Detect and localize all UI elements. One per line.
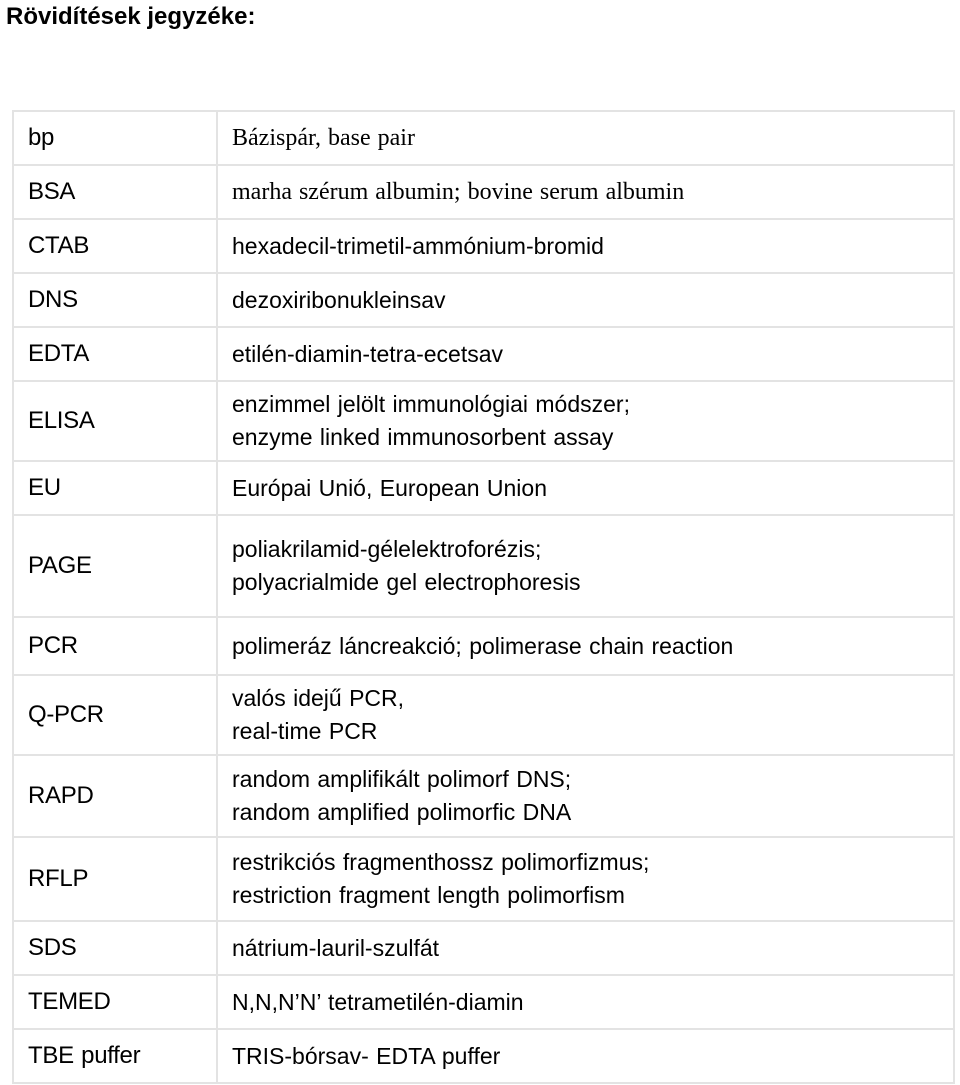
abbreviation: PAGE — [28, 552, 92, 579]
abbreviation: ELISA — [28, 407, 95, 434]
definition-line: valós idejű PCR, — [232, 685, 405, 711]
abbreviation: RFLP — [28, 865, 89, 892]
definition-cell — [217, 219, 954, 273]
definition-cell — [217, 1029, 954, 1083]
definition-cell — [217, 921, 954, 975]
abbreviation: PCR — [28, 632, 78, 659]
abbreviation-cell — [13, 921, 217, 975]
abbreviation: BSA — [28, 178, 76, 205]
table-row — [13, 381, 954, 461]
definition-cell — [217, 515, 954, 617]
abbreviation-cell — [13, 617, 217, 675]
definition-line: polimeráz láncreakció; polimerase chain reaction — [232, 632, 734, 659]
abbreviation-cell — [13, 461, 217, 515]
definition-line: enzimmel jelölt immunológiai módszer; — [232, 391, 630, 417]
table-row — [13, 111, 954, 165]
definition-cell — [217, 837, 954, 921]
abbreviation-cell — [13, 111, 217, 165]
table-row — [13, 755, 954, 837]
definition-cell — [217, 461, 954, 515]
definition-line: enzyme linked immunosorbent assay — [232, 424, 614, 450]
table-row — [13, 273, 954, 327]
abbreviation-cell — [13, 755, 217, 837]
definition-line: hexadecil-trimetil-ammónium-bromid — [232, 232, 604, 259]
definition-cell — [217, 975, 954, 1029]
abbreviation: TBE puffer — [28, 1042, 141, 1069]
abbreviation: TEMED — [28, 988, 111, 1015]
definition-line: dezoxiribonukleinsav — [232, 286, 446, 313]
abbreviation-cell — [13, 515, 217, 617]
definition-line: Bázispár, base pair — [232, 124, 415, 151]
table-row — [13, 975, 954, 1029]
abbreviation: DNS — [28, 286, 78, 313]
definition-line: TRIS-bórsav- EDTA puffer — [232, 1042, 501, 1069]
abbreviation-cell — [13, 675, 217, 755]
abbreviation: EDTA — [28, 340, 90, 367]
abbreviation-cell — [13, 381, 217, 461]
table-row — [13, 1029, 954, 1083]
definition-line: etilén-diamin-tetra-ecetsav — [232, 340, 504, 367]
abbreviation: CTAB — [28, 232, 90, 259]
abbreviation-cell — [13, 165, 217, 219]
abbreviation-table — [12, 110, 955, 1084]
abbreviation-cell — [13, 1029, 217, 1083]
definition-cell — [217, 165, 954, 219]
definition-line: random amplified polimorfic DNA — [232, 799, 572, 825]
definition-cell — [217, 617, 954, 675]
definition-cell — [217, 111, 954, 165]
definition-line: random amplifikált polimorf DNS; — [232, 766, 572, 792]
definition-cell — [217, 327, 954, 381]
abbreviation-cell — [13, 975, 217, 1029]
table-row — [13, 327, 954, 381]
abbreviation-cell — [13, 837, 217, 921]
page-title: Rövidítések jegyzéke: — [6, 3, 256, 30]
abbreviation: EU — [28, 474, 61, 501]
table-row — [13, 837, 954, 921]
abbreviation: Q-PCR — [28, 701, 104, 728]
definition-line: real-time PCR — [232, 718, 378, 744]
abbreviation: RAPD — [28, 782, 94, 809]
definition-cell — [217, 381, 954, 461]
definition-cell — [217, 675, 954, 755]
definition-line: restriction fragment length polimorfism — [232, 882, 625, 908]
definition-line: Európai Unió, European Union — [232, 474, 547, 501]
table-row — [13, 165, 954, 219]
table-row — [13, 515, 954, 617]
abbreviation-cell — [13, 273, 217, 327]
definition-line: poliakrilamid-gélelektroforézis; — [232, 536, 542, 562]
table-row — [13, 219, 954, 273]
table-row — [13, 921, 954, 975]
definition-line: nátrium-lauril-szulfát — [232, 934, 440, 961]
definition-line: polyacrialmide gel electrophoresis — [232, 569, 581, 595]
table-row — [13, 675, 954, 755]
abbreviation-cell — [13, 327, 217, 381]
abbreviation: bp — [28, 124, 55, 151]
definition-line: restrikciós fragmenthossz polimorfizmus; — [232, 849, 650, 875]
definition-cell — [217, 273, 954, 327]
definition-line: N,N,N’N’ tetrametilén-diamin — [232, 988, 524, 1015]
abbreviation: SDS — [28, 934, 77, 961]
table-row — [13, 617, 954, 675]
abbreviation-cell — [13, 219, 217, 273]
definition-cell — [217, 755, 954, 837]
table-row — [13, 461, 954, 515]
definition-line: marha szérum albumin; bovine serum albumin — [232, 178, 685, 205]
